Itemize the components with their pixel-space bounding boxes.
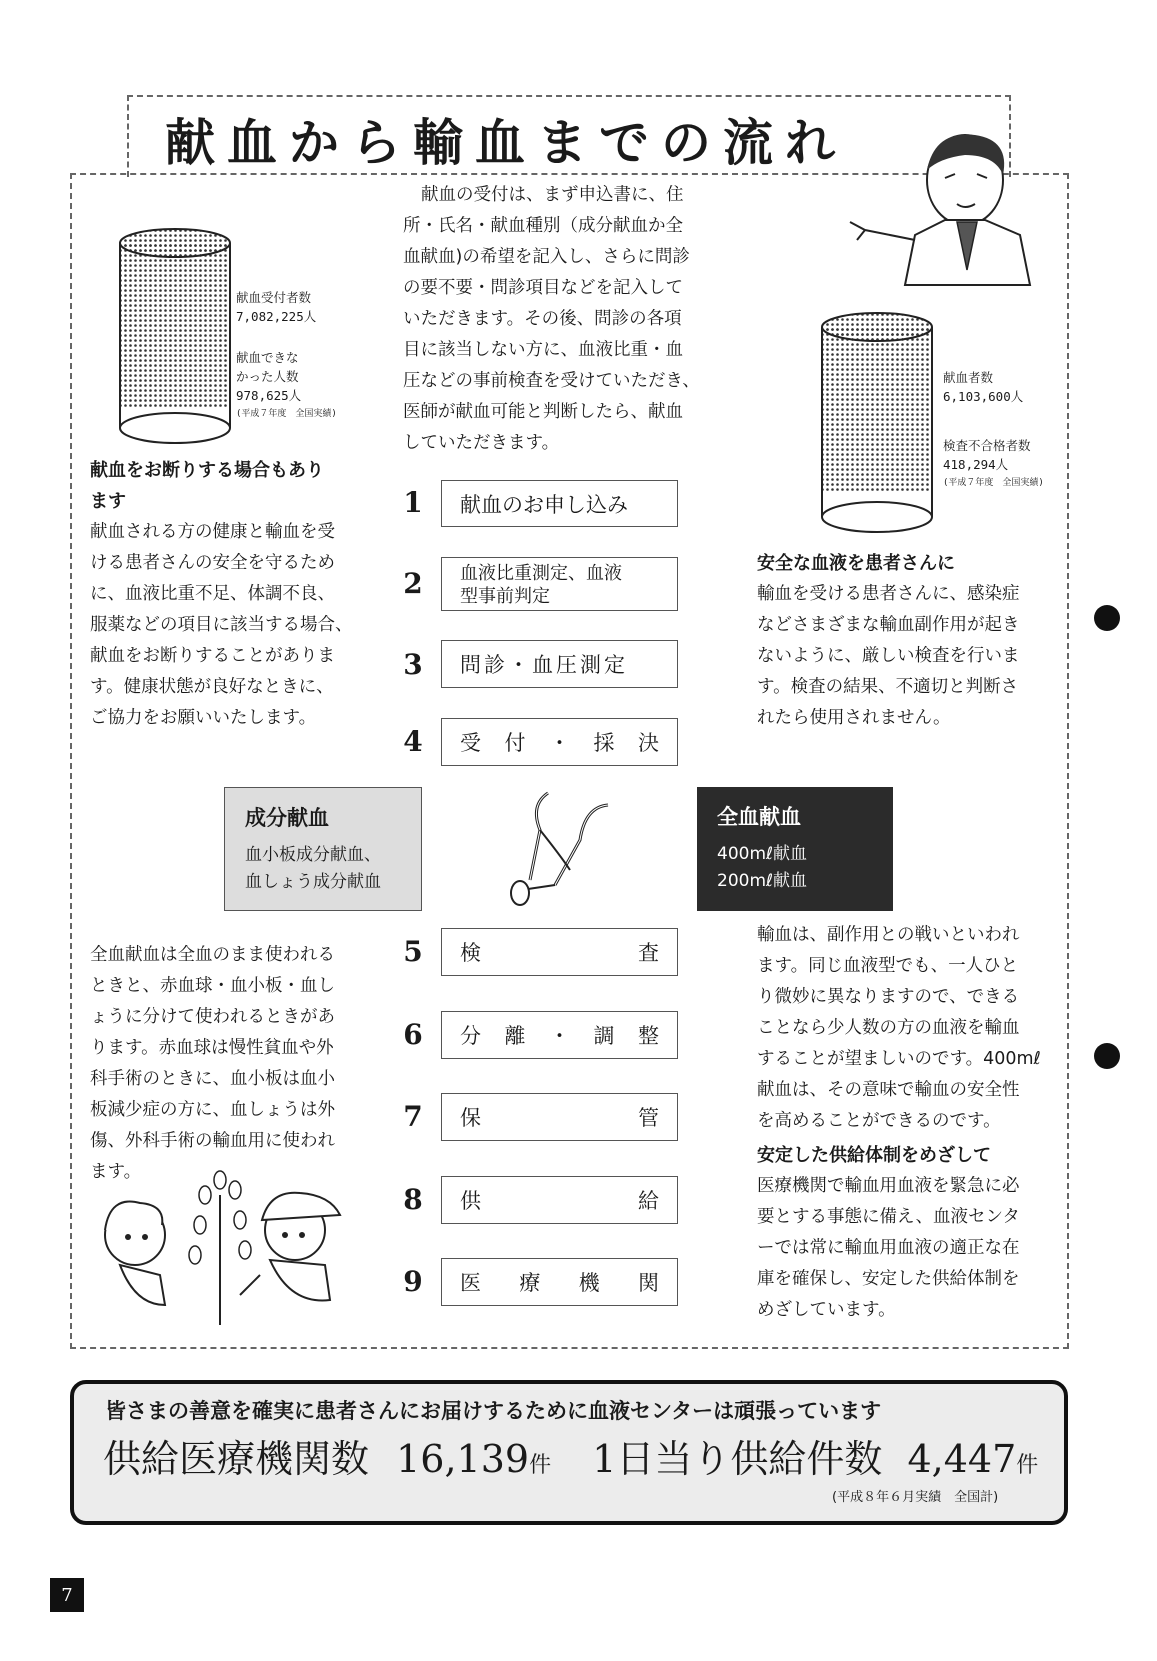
step-label: 療 bbox=[519, 1271, 541, 1295]
text-line: ーでは常に輸血用血液の適正な在 bbox=[757, 1238, 1020, 1258]
step-label: 給 bbox=[638, 1189, 659, 1213]
step-label: 付 bbox=[504, 731, 526, 755]
banner-unit: 件 bbox=[1016, 1453, 1039, 1478]
step-label: 調 bbox=[593, 1024, 615, 1048]
step-label: 機 bbox=[578, 1271, 600, 1295]
text-line: ょうに分けて使われるときがあ bbox=[90, 1007, 335, 1027]
text-line: す。健康状態が良好なときに、 bbox=[90, 677, 334, 697]
text-line: などさまざまな輸血副作用が起き bbox=[757, 615, 1020, 635]
stat-label: 献血受付者数 bbox=[236, 290, 312, 305]
text-line: していただきます。 bbox=[403, 433, 560, 453]
text-line: することが望ましいのです。400mℓ bbox=[757, 1049, 1041, 1069]
text-line: れたら使用されません。 bbox=[757, 708, 951, 728]
text-line: めざしています。 bbox=[757, 1300, 896, 1320]
step-label: 整 bbox=[638, 1024, 659, 1048]
step-label: 管 bbox=[638, 1106, 659, 1130]
refuse-section bbox=[90, 455, 390, 734]
section-heading: 献血をお断りする場合もあり bbox=[90, 460, 324, 481]
banner-value: 16,139 bbox=[396, 1437, 530, 1481]
text-line: り微妙に異なりますので、できる bbox=[757, 987, 1020, 1007]
step-label: 供 bbox=[460, 1189, 481, 1213]
step-label: 医 bbox=[460, 1271, 481, 1295]
text-line: 要とする事態に備え、血液センタ bbox=[757, 1207, 1020, 1227]
step-reception bbox=[441, 718, 678, 766]
step-number: 4 bbox=[403, 725, 423, 758]
step-label: 関 bbox=[637, 1271, 659, 1295]
text-line: ます。同じ血液型でも、一人ひと bbox=[757, 956, 1019, 976]
step-label: 保 bbox=[460, 1106, 481, 1130]
text-line: 輸血は、副作用との戦いといわれ bbox=[757, 925, 1020, 945]
text-line: 医師が献血可能と判断したら、献血 bbox=[403, 402, 683, 422]
step-number: 8 bbox=[403, 1183, 423, 1216]
stat-value: 978,625人 bbox=[236, 388, 302, 403]
banner-figures bbox=[103, 1428, 1038, 1483]
text-line: 輸血を受ける患者さんに、感染症 bbox=[757, 584, 1020, 604]
box-line: 血小板成分献血、 bbox=[245, 845, 381, 865]
step-label: 分 bbox=[460, 1024, 481, 1048]
stat-value: 418,294人 bbox=[943, 457, 1009, 472]
box-title: 成分献血 bbox=[245, 806, 329, 830]
safe-blood-section bbox=[757, 548, 1057, 734]
stat-label: 検査不合格者数 bbox=[943, 438, 1031, 453]
step-storage bbox=[441, 1093, 678, 1141]
text-line: 板減少症の方に、血しょうは外 bbox=[90, 1100, 335, 1120]
section-heading: ます bbox=[90, 491, 126, 512]
step-label: 血液比重測定、血液 bbox=[460, 563, 622, 584]
stat-note: (平成７年度 全国実績) bbox=[943, 478, 1044, 488]
text-line: ります。赤血球は慢性貧血や外 bbox=[90, 1038, 334, 1058]
banner-value: 4,447 bbox=[907, 1437, 1017, 1481]
donor-cylinder-graphic bbox=[118, 228, 232, 448]
tube-illustration bbox=[500, 785, 620, 915]
stat-value: 7,082,225人 bbox=[236, 309, 317, 324]
box-line: 400mℓ献血 bbox=[717, 844, 808, 864]
transfusion-text bbox=[757, 920, 1057, 1137]
text-line: ご協力をお願いいたします。 bbox=[90, 708, 317, 728]
step-number: 3 bbox=[403, 648, 423, 681]
text-line: 所・氏名・献血種別（成分献血か全 bbox=[403, 216, 683, 236]
banner-note: (平成８年６月実績 全国計) bbox=[832, 1490, 999, 1505]
text-line: いただきます。その後、問診の各項 bbox=[403, 309, 682, 329]
step-medical-institution bbox=[441, 1258, 678, 1306]
stat-label: 献血者数 bbox=[943, 370, 994, 385]
banner-label: 1日当り供給件数 bbox=[592, 1437, 883, 1481]
donation-cylinder-graphic bbox=[820, 312, 934, 537]
step-label: 受 bbox=[460, 731, 481, 755]
step-apply bbox=[441, 480, 678, 527]
stat-value: 6,103,600人 bbox=[943, 389, 1024, 404]
text-line: 服薬などの項目に該当する場合、 bbox=[90, 615, 353, 635]
text-line: ないように、厳しい検査を行いま bbox=[757, 646, 1020, 666]
section-heading: 安定した供給体制をめざして bbox=[757, 1145, 991, 1166]
step-supply bbox=[441, 1176, 678, 1224]
step-inspection bbox=[441, 928, 678, 976]
left-stats bbox=[236, 288, 337, 424]
step-number: 5 bbox=[403, 935, 423, 968]
step-number: 7 bbox=[403, 1100, 423, 1133]
text-line: ことなら少人数の方の血液を輸血 bbox=[757, 1018, 1020, 1038]
text-line: ときと、赤血球・血小板・血し bbox=[90, 976, 335, 996]
text-line: ける患者さんの安全を守るため bbox=[90, 553, 335, 573]
step-label: 離 bbox=[504, 1024, 526, 1048]
text-line: ます。 bbox=[90, 1162, 142, 1182]
text-line: の要不要・問診項目などを記入して bbox=[403, 278, 683, 298]
stat-note: (平成７年度 全国実績) bbox=[236, 409, 337, 419]
children-illustration bbox=[90, 1165, 360, 1335]
intro-text bbox=[403, 180, 738, 459]
step-blood-test bbox=[441, 557, 678, 611]
step-label: 決 bbox=[638, 731, 659, 755]
text-line: を高めることができるのです。 bbox=[757, 1111, 1001, 1131]
right-stats bbox=[943, 368, 1044, 493]
step-label: ・ bbox=[549, 731, 570, 755]
step-label: 採 bbox=[593, 731, 615, 755]
text-line: 科手術のときに、血小板は血小 bbox=[90, 1069, 335, 1089]
text-line: 圧などの事前検査を受けていただき、 bbox=[403, 371, 700, 391]
punch-hole-icon bbox=[1094, 1043, 1120, 1069]
step-number: 1 bbox=[403, 486, 423, 519]
step-label: 問診・血圧測定 bbox=[460, 653, 628, 677]
text-line: 全血献血は全血のまま使われる bbox=[90, 945, 335, 965]
step-label: 献血のお申し込み bbox=[460, 492, 628, 517]
text-line: 献血をお断りすることがありま bbox=[90, 646, 335, 666]
text-line: 献血の受付は、まず申込書に、住 bbox=[421, 185, 684, 205]
box-line: 200mℓ献血 bbox=[717, 871, 808, 891]
page-title: 献血から輸血までの流れ bbox=[165, 114, 847, 172]
banner-headline: 皆さまの善意を確実に患者さんにお届けするために血液センターは頑張っています bbox=[105, 1398, 882, 1423]
section-heading: 安全な血液を患者さんに bbox=[757, 553, 955, 574]
text-line: 医療機関で輸血用血液を緊急に必 bbox=[757, 1176, 1020, 1196]
step-interview bbox=[441, 640, 678, 688]
step-separation bbox=[441, 1011, 678, 1059]
step-label: 査 bbox=[638, 941, 659, 965]
supply-section bbox=[757, 1140, 1057, 1326]
step-number: 9 bbox=[403, 1265, 423, 1298]
banner-unit: 件 bbox=[529, 1453, 552, 1478]
box-line: 血しょう成分献血 bbox=[245, 872, 381, 892]
text-line: 血献血)の希望を記入し、さらに問診 bbox=[403, 247, 690, 267]
component-donation-box bbox=[224, 787, 422, 911]
whole-blood-text bbox=[90, 940, 390, 1188]
step-number: 2 bbox=[403, 567, 423, 600]
text-line: 献血は、その意味で輸血の安全性 bbox=[757, 1080, 1020, 1100]
stat-label: かった人数 bbox=[236, 369, 299, 384]
step-label: 型事前判定 bbox=[460, 586, 550, 607]
whole-donation-box bbox=[697, 787, 893, 911]
stat-label: 献血できな bbox=[236, 350, 299, 365]
banner-label: 供給医療機関数 bbox=[103, 1437, 370, 1481]
text-line: 目に該当しない方に、血液比重・血 bbox=[403, 340, 683, 360]
step-number: 6 bbox=[403, 1018, 423, 1051]
text-line: す。検査の結果、不適切と判断さ bbox=[757, 677, 1019, 697]
text-line: に、血液比重不足、体調不良、 bbox=[90, 584, 335, 604]
text-line: 傷、外科手術の輸血用に使われ bbox=[90, 1131, 335, 1151]
page-number: 7 bbox=[50, 1578, 84, 1612]
step-label: ・ bbox=[549, 1024, 570, 1048]
punch-hole-icon bbox=[1094, 605, 1120, 631]
text-line: 献血される方の健康と輸血を受 bbox=[90, 522, 335, 542]
box-title: 全血献血 bbox=[717, 805, 801, 829]
doctor-illustration bbox=[845, 120, 1055, 290]
step-label: 検 bbox=[460, 941, 481, 965]
text-line: 庫を確保し、安定した供給体制を bbox=[757, 1269, 1020, 1289]
